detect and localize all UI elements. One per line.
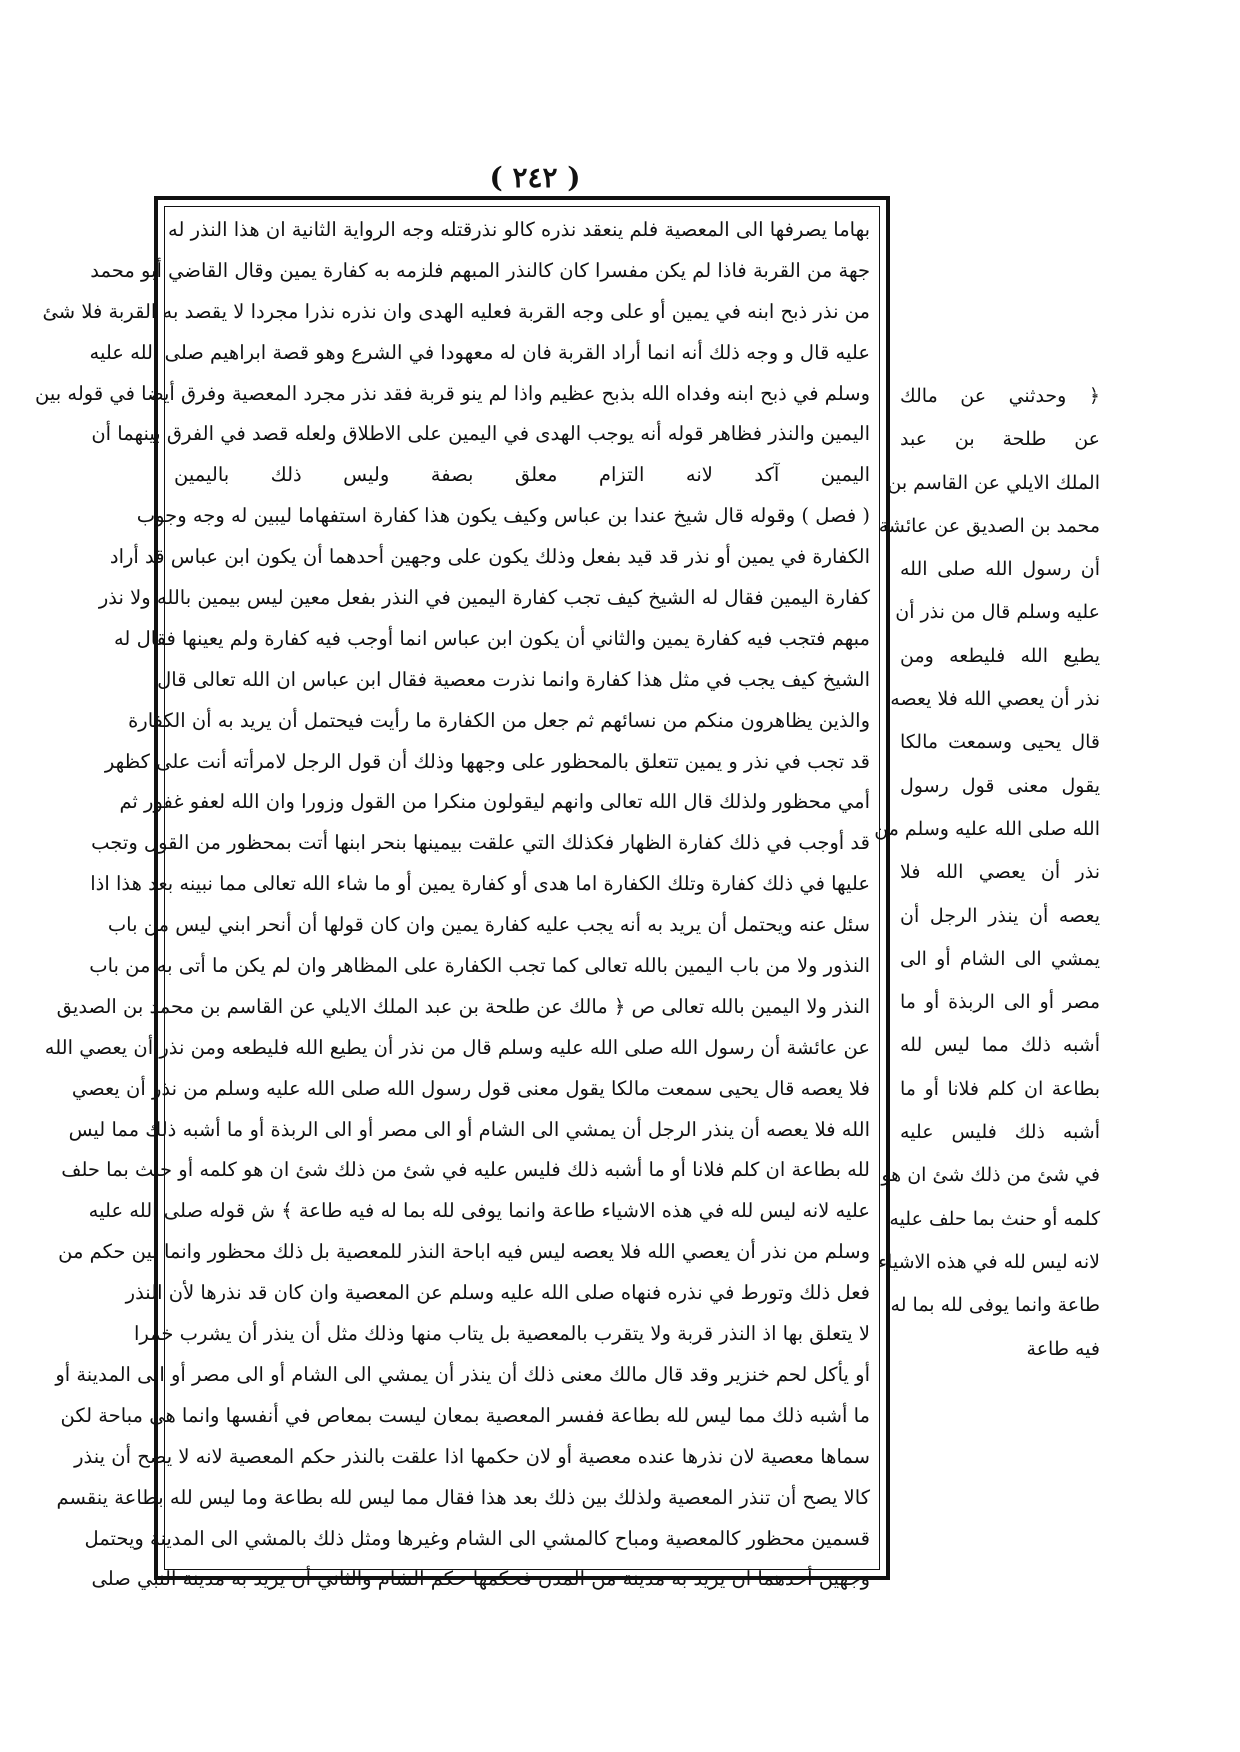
main-text-line: اليمين آكد لانه التزام معلق بصفة وليس ذلك باليمين	[174, 463, 870, 487]
main-text-line: وجهين أحدهما ان يريد به مدينة من المدن فحكمها حكم الشام والثاني أن يريد به مدينة النبي صلى	[91, 1567, 870, 1591]
margin-text-line: يمشي الى الشام أو الى	[900, 947, 1100, 970]
main-text-line: قد أوجب في ذلك كفارة الظهار فكذلك التي علقت بيمينها بنحر ابنها أتت بمحظور من القول وتجب	[91, 831, 870, 855]
margin-text-line: طاعة وانما يوفى لله بما له	[890, 1294, 1100, 1317]
main-commentary-text	[35, 210, 870, 1591]
margin-text-line: مصر أو الى الربذة أو ما	[900, 991, 1100, 1014]
main-text-line: وسلم من نذر أن يعصي الله فلا يعصه ليس فيه اباحة النذر للمعصية بل ذلك محظور وانما بين حكم من	[58, 1240, 870, 1264]
main-text-line: فعل ذلك وتورط في نذره فنهاه صلى الله عليه وسلم عن المعصية وان كان قد نذرها لأن النذر	[125, 1281, 870, 1305]
main-text-line: عليها في ذلك كفارة وتلك الكفارة اما هدى أو كفارة يمين أو ما شاء الله تعالى مما نبينه بعد هذا اذا	[90, 872, 870, 896]
main-text-line: مبهم فتجب فيه كفارة يمين والثاني أن يكون ابن عباس انما أوجب فيه كفارة ولم يعينها فقال له	[113, 626, 870, 650]
main-text-line: الله فلا يعصه أن ينذر الرجل أن يمشي الى الشام أو الى مصر أو الى الربذة أو ما أشبه ذلك مما ليس	[68, 1117, 870, 1141]
page-number: ( ٢٤٢ )	[489, 161, 581, 194]
margin-text-line: يطيع الله فليطعه ومن	[900, 644, 1100, 667]
margin-text-line: قال يحيى وسمعت مالكا	[900, 731, 1100, 754]
margin-hadith-text	[874, 375, 1100, 1360]
main-text-line: أمي محظور ولذلك قال الله تعالى وانهم ليقولون منكرا من القول وزورا وان الله لعفو غفور ثم	[119, 790, 870, 814]
main-text-line: ( فصل ) وقوله قال شيخ عندا بن عباس وكيف يكون هذا كفارة استفهاما ليبين له وجه وجوب	[136, 504, 870, 528]
main-text-line: عليه قال و وجه ذلك أنه انما أراد القربة فان له معهودا في الشرع وهو قصة ابراهيم صلى الله عليه	[89, 340, 870, 364]
main-text-line: بهاما يصرفها الى المعصية فلم ينعقد نذره كالو نذرقتله وجه الرواية الثانية ان هذا النذر له	[168, 218, 870, 241]
margin-text-line: يعصه أن ينذر الرجل أن	[900, 904, 1100, 927]
main-text-line: الشيخ كيف يجب في مثل هذا كفارة وانما نذرت معصية فقال ابن عباس ان الله تعالى قال	[157, 667, 870, 691]
main-text-line: عن عائشة أن رسول الله صلى الله عليه وسلم قال من نذر أن يطيع الله فليطعه ومن نذر أن يعصي الله	[44, 1035, 870, 1059]
main-text-line: النذور ولا من باب اليمين بالله تعالى كما تجب الكفارة على المظاهر وان لم يكن ما أتى به من باب	[89, 954, 870, 978]
main-text-line: جهة من القربة فاذا لم يكن مفسرا كان كالنذر المبهم فلزمه به كفارة يمين وقال القاضي أبو محمد	[90, 258, 870, 282]
main-text-line: فلا يعصه قال يحيى سمعت مالكا يقول معنى قول رسول الله صلى الله عليه وسلم من نذر أن يعصي	[71, 1076, 870, 1100]
margin-text-line: الله صلى الله عليه وسلم من	[874, 817, 1100, 840]
margin-text-line: فيه طاعة	[1026, 1337, 1100, 1360]
main-text-line: لله بطاعة ان كلم فلانا أو ما أشبه ذلك فليس عليه في شئ من ذلك شئ ان هو كلمه أو حنث بما حلف	[61, 1158, 870, 1182]
main-text-line: عليه لانه ليس لله في هذه الاشياء طاعة وانما يوفى لله بما له فيه طاعة ﴾ ش قوله صلى الله عليه	[88, 1199, 870, 1223]
margin-text-line: نذر أن يعصي الله فلا	[900, 861, 1100, 884]
main-text-line: ما أشبه ذلك مما ليس لله بطاعة ففسر المعصية بمعان ليست بمعاص في أنفسها وانما هي مباحة لكن	[60, 1403, 870, 1427]
main-text-line: كالا يصح أن تنذر المعصية ولذلك بين ذلك بعد هذا فقال مما ليس لله بطاعة وما ليس لله بطاعة ينقسم	[56, 1485, 870, 1509]
margin-text-line: ﴿ وحدثني عن مالك	[900, 385, 1100, 407]
margin-text-line: أن رسول الله صلى الله	[900, 558, 1100, 581]
margin-text-line: يقول معنى قول رسول	[900, 774, 1100, 797]
main-text-line: لا يتعلق بها اذ النذر قربة ولا يتقرب بالمعصية بل يتاب منها وذلك مثل أن ينذر أن يشرب خمرا	[133, 1322, 870, 1346]
margin-text-line: أشبه ذلك فليس عليه	[900, 1121, 1100, 1144]
main-text-line: أو يأكل لحم خنزير وقد قال مالك معنى ذلك أن ينذر أن يمشي الى الشام أو الى مصر أو الى المدينة أو	[55, 1362, 870, 1386]
main-text-line: الكفارة في يمين أو نذر قد قيد بفعل وذلك يكون على وجهين أحدهما أن يكون ابن عباس قد أراد	[109, 545, 870, 569]
main-text-line: سماها معصية لان نذرها عنده معصية أو لان حكمها اذا علقت بالنذر حكم المعصية لانه لا يصح أن ينذر	[74, 1444, 870, 1468]
margin-text-line: محمد بن الصديق عن عائشة	[878, 514, 1100, 537]
margin-text-line: نذر أن يعصي الله فلا يعصه	[890, 688, 1100, 711]
margin-text-line: كلمه أو حنث بما حلف عليه	[889, 1207, 1100, 1230]
margin-text-line: الملك الايلي عن القاسم بن	[887, 471, 1100, 494]
main-text-line: قسمين محظور كالمعصية ومباح كالمشي الى الشام وغيرها ومثل ذلك بالمشي الى المدينة ويحتمل	[84, 1526, 870, 1550]
margin-text-line: في شئ من ذلك شئ ان هو	[881, 1164, 1100, 1187]
margin-text-line: لانه ليس لله في هذه الاشياء	[878, 1250, 1100, 1273]
main-text-line: وسلم في ذبح ابنه وفداه الله بذبح عظيم واذا لم ينو قربة فقد نذر مجرد المعصية وفرق أيضا في قوله بين	[35, 381, 870, 405]
main-text-line: قد تجب في نذر و يمين تتعلق بالمحظور على وجهها وذلك أن قول الرجل لامرأته أنت على كظهر	[104, 749, 870, 773]
main-text-line: النذر ولا اليمين بالله تعالى ص ﴿ مالك عن طلحة بن عبد الملك الايلي عن القاسم بن محمد بن الصديق	[56, 994, 870, 1018]
main-text-line: اليمين والنذر فظاهر قوله أنه يوجب الهدى في اليمين على الاطلاق ولعله قصد في الفرق بينهما أن	[91, 422, 870, 446]
margin-text-line: عليه وسلم قال من نذر أن	[895, 601, 1100, 624]
main-text-line: والذين يظاهرون منكم من نسائهم ثم جعل من الكفارة ما رأيت فيحتمل أن يريد به أن الكفارة	[128, 708, 870, 732]
margin-text-line: عن طلحة بن عبد	[900, 428, 1100, 451]
main-text-line: سئل عنه ويحتمل أن يريد به أنه يجب عليه كفارة يمين وان كان قولها أن أنحر ابني ليس من باب	[107, 913, 870, 937]
margin-text-line: بطاعة ان كلم فلانا أو ما	[900, 1077, 1100, 1100]
main-text-line: من نذر ذبح ابنه في يمين أو على وجه القربة فعليه الهدى وان نذره نذرا مجردا لا يقصد به القربة فلا شئ	[42, 299, 870, 323]
margin-text-line: أشبه ذلك مما ليس لله	[900, 1034, 1100, 1057]
main-text-line: كفارة اليمين فقال له الشيخ كيف تجب كفارة اليمين في النذر بفعل معين ليس بيمين بالله ولا نذر	[98, 586, 870, 610]
